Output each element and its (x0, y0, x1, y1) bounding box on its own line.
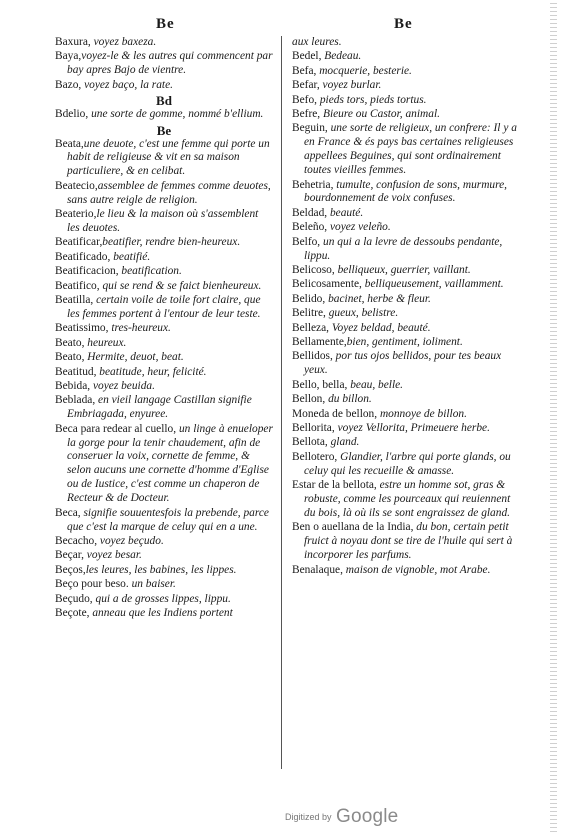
entry-headword: Bebida, (55, 379, 91, 392)
dictionary-entry (292, 79, 522, 93)
entry-definition: voyez burlar. (319, 79, 382, 92)
entry-definition: une sorte de gomme, nommé b'ellium. (88, 108, 264, 121)
entry-definition: maison de vignoble, mot Arabe. (342, 563, 491, 576)
entry-headword: Bazo, (55, 78, 82, 91)
entry-definition: en vieil langage Castillan signifie Embriagada, enyuree. (67, 394, 252, 421)
entry-headword: Beçote, (55, 606, 90, 619)
dictionary-entry (55, 549, 273, 563)
dictionary-entry (55, 36, 273, 50)
entry-definition: beatification. (118, 265, 182, 278)
entry-definition: une deuote, c'est une femme qui porte un habit de religieuse & vit en sa maison particuliere, & en celibat. (67, 137, 270, 178)
entry-definition: voyez-le & les autres qui commencent par bay apres Bajo de vientre. (67, 50, 273, 77)
entry-definition: les leures, les babines, les lippes. (85, 563, 237, 576)
entry-headword: Beatificacion, (55, 265, 119, 278)
entry-headword: Belfo, (292, 235, 321, 248)
google-logo-text: Google (335, 806, 399, 827)
entry-headword: Beato, (55, 336, 85, 349)
entry-definition: voyez besar. (83, 549, 142, 562)
entry-headword: Moneda de bellon, (292, 407, 378, 420)
entry-headword: Belleza, (292, 321, 329, 334)
running-header-right: Be (394, 16, 413, 32)
dictionary-entry (292, 521, 522, 563)
entry-headword: Beleño, (292, 221, 328, 234)
entry-headword: Estar de la bellota, (292, 479, 377, 492)
right-column (292, 36, 522, 578)
entry-definition: por tus ojos bellidos, pour tes beaux yeux. (304, 350, 502, 377)
dictionary-entry (292, 293, 522, 307)
entry-definition: heureux. (84, 336, 127, 349)
entry-headword: Bellidos, (292, 350, 333, 363)
entry-headword: Befar, (292, 79, 320, 92)
entry-headword: Bellon, (292, 393, 326, 406)
entry-headword: Beatifico, (55, 279, 100, 292)
dictionary-entry (292, 122, 522, 178)
dictionary-entry (55, 108, 273, 122)
column-divider (281, 36, 282, 769)
entry-definition: tres-heureux. (108, 322, 171, 335)
entry-definition: voyez baxeza. (90, 36, 157, 48)
entry-headword: Befo, (292, 93, 317, 106)
dictionary-entry (55, 423, 273, 506)
dictionary-entry (292, 422, 522, 436)
dictionary-entry (55, 208, 273, 236)
section-letter-heading: Be (156, 122, 172, 138)
entry-headword: Bellotero, (292, 450, 338, 463)
dictionary-entry (55, 294, 273, 322)
entry-definition: aux leures. (292, 36, 342, 48)
dictionary-entry (55, 322, 273, 336)
dictionary-entry (292, 207, 522, 221)
entry-definition: gland. (327, 436, 360, 449)
dictionary-entry (55, 380, 273, 394)
entry-headword: Beaterio, (55, 208, 97, 221)
dictionary-entry (55, 180, 273, 208)
dictionary-entry (55, 564, 273, 578)
entry-headword: Beca, (55, 506, 81, 519)
dictionary-entry (292, 393, 522, 407)
dictionary-entry (292, 408, 522, 422)
dictionary-entry (292, 236, 522, 264)
entry-headword: Beatilla, (55, 294, 94, 306)
entry-headword: Befre, (292, 108, 321, 121)
entry-headword: Beblada, (55, 394, 96, 407)
entry-headword: Becacho, (55, 534, 98, 547)
entry-definition: tumulte, confusion de sons, murmure, bourdonnement de voix confuses. (304, 178, 508, 205)
section-letter-heading: Bd (156, 93, 172, 109)
entry-headword: Beatificar, (55, 236, 103, 249)
entry-headword: Beçar, (55, 549, 84, 562)
dictionary-entry (292, 50, 522, 64)
entry-headword: Bedel, (292, 50, 322, 63)
entry-headword: Beços, (55, 563, 86, 576)
entry-headword: Benalaque, (292, 563, 343, 576)
entry-definition: voyez baço, la rate. (81, 78, 173, 91)
entry-headword: Bello, bella, (292, 378, 348, 391)
dictionary-entry (292, 94, 522, 108)
entry-headword: Behetria, (292, 178, 334, 191)
dictionary-entry (292, 278, 522, 292)
entry-definition: beatifier, rendre bien-heureux. (102, 236, 241, 249)
entry-definition: voyez veleño. (327, 221, 391, 234)
entry-headword: Beatecio, (55, 179, 98, 192)
dictionary-entry (292, 307, 522, 321)
dictionary-entry (55, 236, 273, 250)
dictionary-entry (55, 265, 273, 279)
entry-definition: bacinet, herbe & fleur. (325, 292, 431, 305)
dictionary-entry (55, 607, 273, 621)
entry-definition: assemblee de femmes comme deuotes, sans autre reigle de religion. (67, 179, 271, 206)
entry-definition: voyez Vellorita, Primeuere herbe. (334, 421, 490, 434)
entry-definition: belliqueusement, vaillamment. (361, 278, 504, 291)
dictionary-entry (292, 350, 522, 378)
watermark-prefix: Digitized by (285, 812, 332, 822)
entry-definition: qui se rend & se faict bienheureux. (99, 279, 262, 292)
entry-headword: Belido, (292, 292, 326, 305)
dictionary-entry (55, 507, 273, 535)
entry-headword: Beato, (55, 351, 85, 364)
entry-headword: Belitre, (292, 307, 326, 320)
left-column (55, 36, 273, 621)
entry-definition: voyez beçudo. (97, 534, 164, 547)
dictionary-entry (292, 479, 522, 521)
entry-definition: beatitude, heur, felicité. (96, 365, 207, 378)
entry-definition: certain voile de toile fort claire, que les femmes portent à l'entour de leur teste. (67, 294, 261, 320)
entry-headword: Belicoso, (292, 264, 335, 276)
dictionary-entry (55, 50, 273, 78)
dictionary-entry (55, 366, 273, 380)
dictionary-entry (55, 535, 273, 549)
entry-headword: Bellamente, (292, 336, 347, 349)
entry-definition: monnoye de billon. (377, 407, 467, 420)
dictionary-entry (292, 379, 522, 393)
dictionary-entry (55, 351, 273, 365)
dictionary-entry (55, 593, 273, 607)
entry-definition: voyez beuida. (90, 379, 155, 392)
dictionary-entry (292, 336, 522, 350)
entry-definition: Bieure ou Castor, animal. (320, 108, 440, 121)
entry-definition: pieds tors, pieds tortus. (317, 93, 427, 106)
entry-headword: Beçudo, (55, 592, 93, 605)
entry-definition: le lieu & la maison où s'assemblent les deuotes. (67, 208, 259, 234)
entry-definition: belliqueux, guerrier, vaillant. (334, 264, 471, 276)
entry-headword: Belicosamente, (292, 278, 362, 291)
entry-headword: Bellota, (292, 436, 328, 449)
entry-definition: du billon. (325, 393, 372, 406)
entry-headword: Bdelio, (55, 108, 89, 121)
entry-definition: une sorte de religieux, un confrere: Il y a en France & és pays bas certaines religieuses appellees Beguines, qui sont ordinairement toutes vieilles femmes. (304, 122, 517, 177)
dictionary-entry (55, 251, 273, 265)
entry-headword: Befa, (292, 64, 317, 77)
entry-definition: un qui a la levre de dessoubs pendante, lippu. (304, 235, 503, 262)
entry-definition: Hermite, deuot, beat. (84, 351, 184, 364)
entry-headword: Beldad, (292, 206, 328, 219)
entry-definition: Voyez beldad, beauté. (329, 321, 431, 334)
entry-definition: qui a de grosses lippes, lippu. (92, 592, 231, 605)
dictionary-entry (55, 280, 273, 294)
entry-definition: un baiser. (128, 578, 176, 591)
dictionary-entry (292, 108, 522, 122)
entry-headword: Baxura, (55, 36, 91, 48)
entry-headword: Baya, (55, 50, 82, 63)
dictionary-entry (292, 36, 522, 50)
running-header-left: Be (156, 16, 175, 32)
entry-definition: Glandier, l'arbre qui porte glands, ou celuy qui les recueille & amasse. (304, 450, 511, 477)
dictionary-entry (55, 79, 273, 93)
dictionary-entry (292, 564, 522, 578)
dictionary-entry (55, 394, 273, 422)
page-edge-shadow (550, 0, 557, 835)
dictionary-entry (292, 436, 522, 450)
dictionary-entry (292, 65, 522, 79)
entry-definition: un linge à enueloper la gorge pour la tenir chaudement, afin de conseruer la voix, cornette de femme, & selon aucuns une cornette d'homme d'Eglise ou de Iustice, c'est comme un chaperon de Recteur & de Docteur. (67, 422, 273, 505)
dictionary-entry (55, 578, 273, 592)
entry-definition: du bon, certain petit fruict à noyau dont se tire de l'huile qui sert à incorporer les parfums. (304, 521, 513, 562)
entry-definition: beau, belle. (347, 378, 404, 391)
dictionary-entry (292, 221, 522, 235)
entry-headword: Beatissimo, (55, 322, 109, 335)
dictionary-entry (55, 138, 273, 180)
entry-headword: Beca para redear al cuello, (55, 422, 177, 435)
dictionary-entry (292, 322, 522, 336)
entry-definition: beatifié. (110, 250, 151, 263)
digitization-watermark (285, 806, 398, 828)
entry-headword: Beatitud, (55, 365, 97, 378)
entry-headword: Beço pour beso. (55, 578, 129, 591)
entry-definition: Bedeau. (321, 50, 362, 63)
entry-definition: mocquerie, besterie. (316, 64, 412, 77)
entry-definition: bien, gentiment, ioliment. (346, 336, 463, 349)
dictionary-entry (292, 264, 522, 278)
entry-headword: Beatificado, (55, 250, 111, 263)
entry-headword: Beata, (55, 137, 84, 150)
entry-headword: Beguin, (292, 122, 328, 135)
entry-definition: estre un homme sot, gras & robuste, comme les pourceaux qui reuiennent du bois, là où ils se sont engraissez de gland. (304, 479, 511, 519)
entry-definition: beauté. (327, 206, 364, 219)
entry-definition: signifie souuentesfois la prebende, parce que c'est la marque de celuy qui en a une. (67, 506, 269, 533)
dictionary-entry (292, 451, 522, 479)
entry-headword: Ben o auellana de la India, (292, 521, 414, 534)
dictionary-entry (292, 179, 522, 207)
entry-definition: gueux, belistre. (325, 307, 399, 320)
entry-headword: Bellorita, (292, 421, 335, 434)
entry-definition: anneau que les Indiens portent (89, 606, 233, 619)
dictionary-entry (55, 337, 273, 351)
